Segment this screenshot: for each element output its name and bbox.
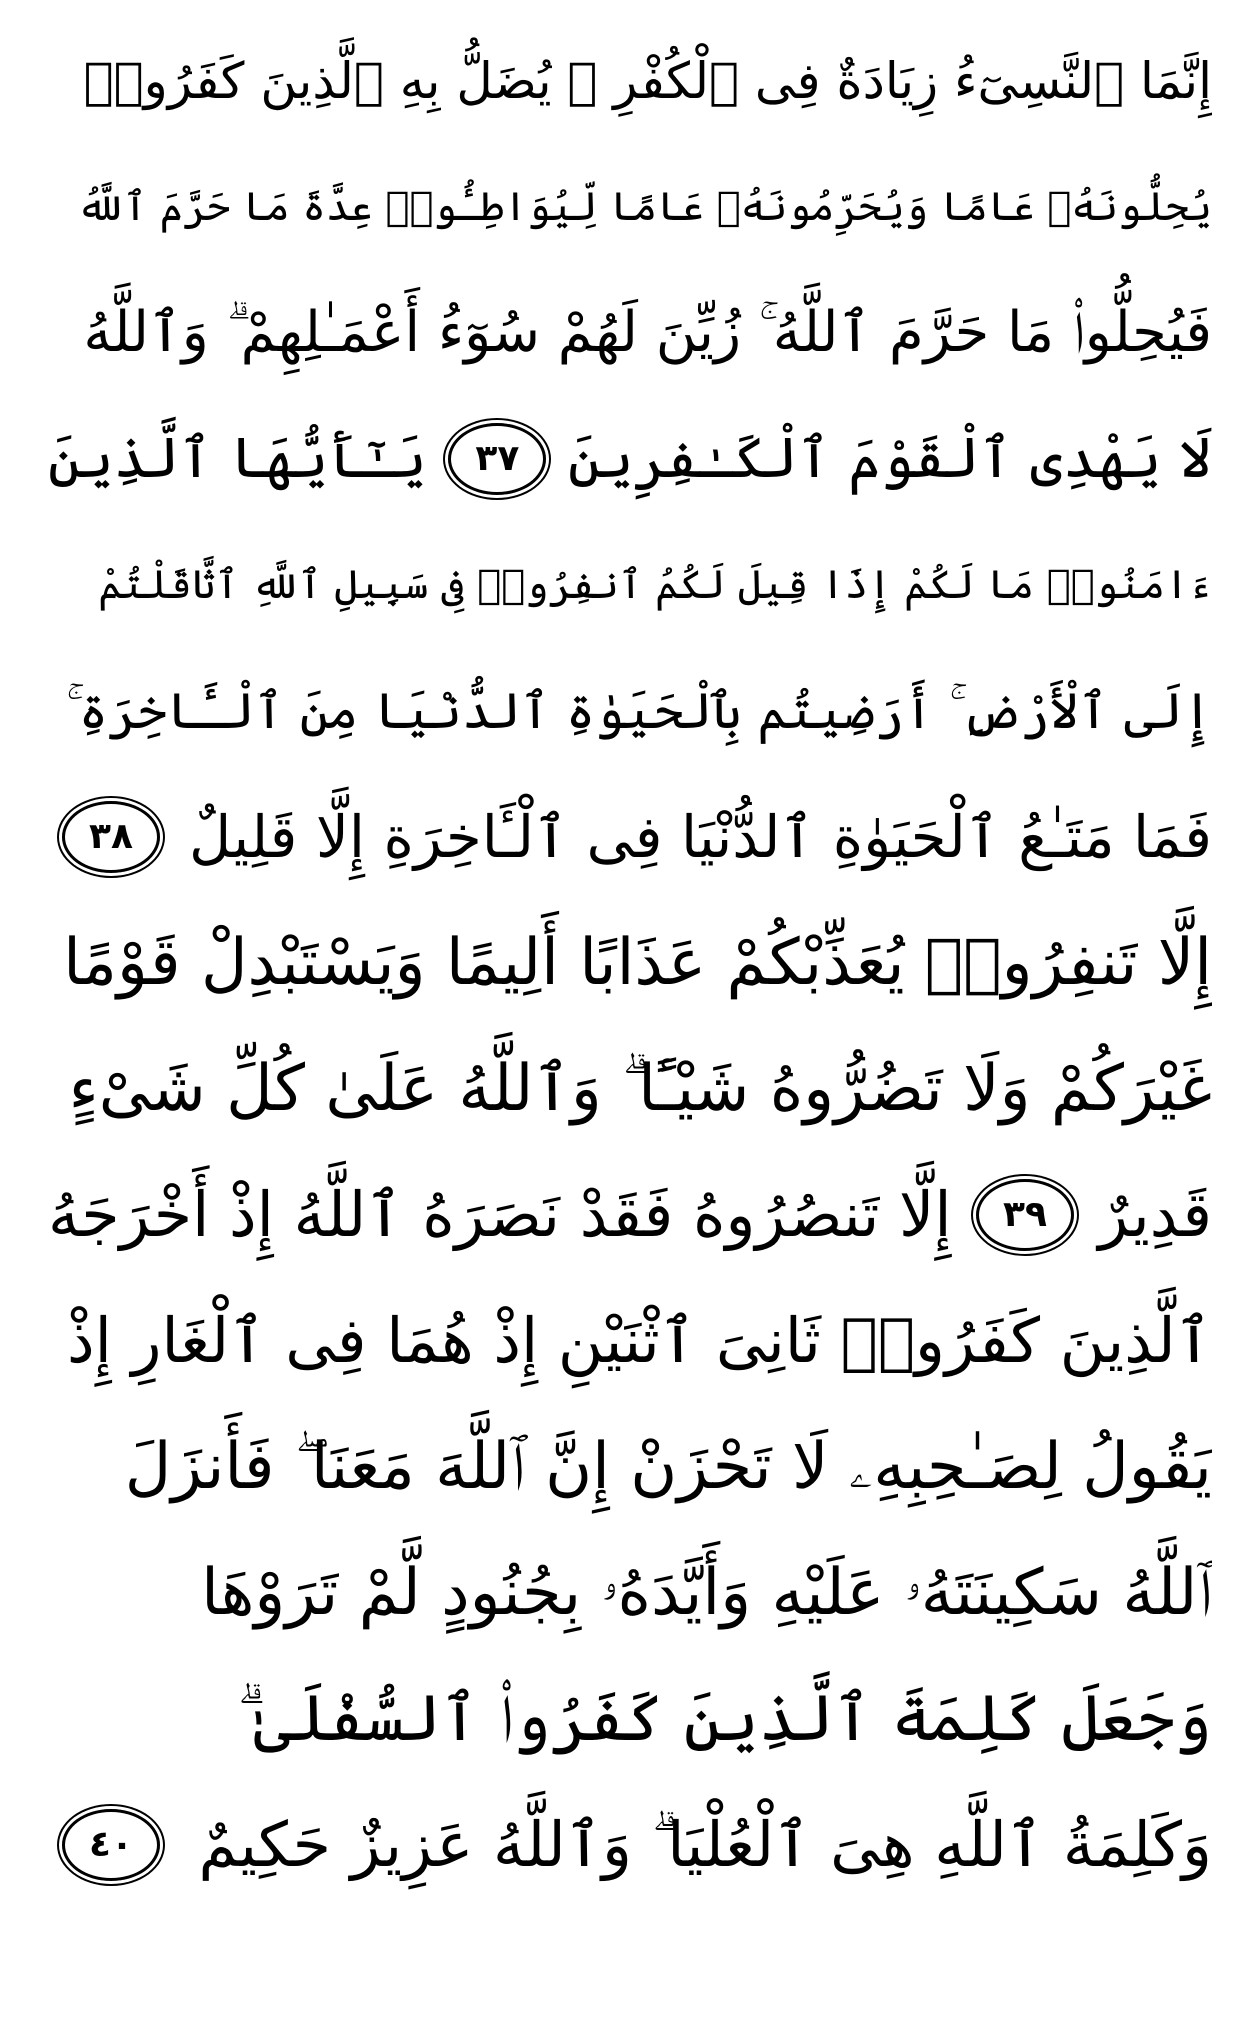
verse-text: إِلَى ٱلْأَرْضِ ۚ أَرَضِيتُم بِٱلْحَيَوٰةِ ٱلدُّنْيَا مِنَ ٱلْـَٔاخِرَةِ ۚ [66, 682, 1212, 740]
verse-line [48, 396, 1212, 522]
verse-line [48, 1404, 1212, 1530]
verse-text: غَيْرَكُمْ وَلَا تَضُرُّوهُ شَيْـًٔا ۗ وَٱللَّهُ عَلَىٰ كُلِّ شَىْءٍ [68, 1052, 1212, 1126]
verse-text: إِنَّمَا ٱلنَّسِىٓءُ زِيَادَةٌ فِى ٱلْكُفْرِ ۖ يُضَلُّ بِهِ ٱلَّذِينَ كَفَرُوا۟ [83, 52, 1212, 110]
verse-line [48, 774, 1212, 900]
verse-text: فَمَا مَتَـٰعُ ٱلْحَيَوٰةِ ٱلدُّنْيَا فِى ٱلْـَٔاخِرَةِ إِلَّا قَلِيلٌ [189, 803, 1212, 871]
verse-line [48, 18, 1212, 144]
ayah-number-marker: ٣٩ [976, 1179, 1074, 1251]
verse-line [48, 522, 1212, 648]
verse-text: إِلَّا تَنفِرُوا۟ يُعَذِّبْكُمْ عَذَابًا أَلِيمًا وَيَسْتَبْدِلْ قَوْمًا [63, 926, 1212, 1000]
ayah-number-marker: ٤٠ [62, 1809, 160, 1881]
verse-text: ٱللَّهُ سَكِينَتَهُۥ عَلَيْهِ وَأَيَّدَهُۥ بِجُنُودٍ لَّمْ تَرَوْهَا [201, 1556, 1212, 1630]
verse-line [48, 1782, 1212, 1908]
verse-text: وَكَلِمَةُ ٱللَّهِ هِىَ ٱلْعُلْيَا ۗ وَٱللَّهُ عَزِيزٌ حَكِيمٌ [198, 1808, 1212, 1881]
verse-text: يُحِلُّونَهُۥ عَامًا وَيُحَرِّمُونَهُۥ عَامًا لِّيُوَاطِـُٔوا۟ عِدَّةَ مَا حَرَّمَ ٱللَّهُ [76, 184, 1212, 230]
verse-line [48, 1026, 1212, 1152]
verse-text: إِلَّا تَنصُرُوهُ فَقَدْ نَصَرَهُ ٱللَّهُ إِذْ أَخْرَجَهُ [48, 1178, 952, 1251]
verse-text: وَجَعَلَ كَلِمَةَ ٱلَّذِينَ كَفَرُوا۟ ٱلسُّفْلَىٰ ۗ [237, 1682, 1212, 1756]
verse-line [48, 270, 1212, 396]
verse-text: قَدِيرٌ [1098, 1178, 1212, 1251]
verse-line [48, 1278, 1212, 1404]
verse-text: ٱلَّذِينَ كَفَرُوا۟ ثَانِىَ ٱثْنَيْنِ إِذْ هُمَا فِى ٱلْغَارِ إِذْ [67, 1304, 1212, 1377]
verse-line [48, 144, 1212, 270]
verse-line [48, 1530, 1212, 1656]
verse-text: يَقُولُ لِصَـٰحِبِهِۦ لَا تَحْزَنْ إِنَّ ٱللَّهَ مَعَنَا ۖ فَأَنزَلَ [124, 1430, 1212, 1504]
ayah-number-marker: ٣٧ [448, 423, 546, 495]
ayah-number-marker: ٣٨ [62, 801, 160, 873]
verse-line [48, 1656, 1212, 1782]
verse-line [48, 1152, 1212, 1278]
verse-text: لَا يَهْدِى ٱلْقَوْمَ ٱلْكَـٰفِرِينَ [567, 426, 1212, 491]
verse-line [48, 900, 1212, 1026]
verse-text: فَيُحِلُّوا۟ مَا حَرَّمَ ٱللَّهُ ۚ زُيِّنَ لَهُمْ سُوٓءُ أَعْمَـٰلِهِمْ ۗ وَٱللَّهُ [83, 300, 1212, 365]
verse-line [48, 648, 1212, 774]
verse-text: يَـٰٓأَيُّهَا ٱلَّذِينَ [48, 426, 427, 491]
verse-text: ءَامَنُوا۟ مَا لَكُمْ إِذَا قِيلَ لَكُمُ ٱنفِرُوا۟ فِى سَبِيلِ ٱللَّهِ ٱثَّاقَلْتُمْ [98, 562, 1212, 608]
